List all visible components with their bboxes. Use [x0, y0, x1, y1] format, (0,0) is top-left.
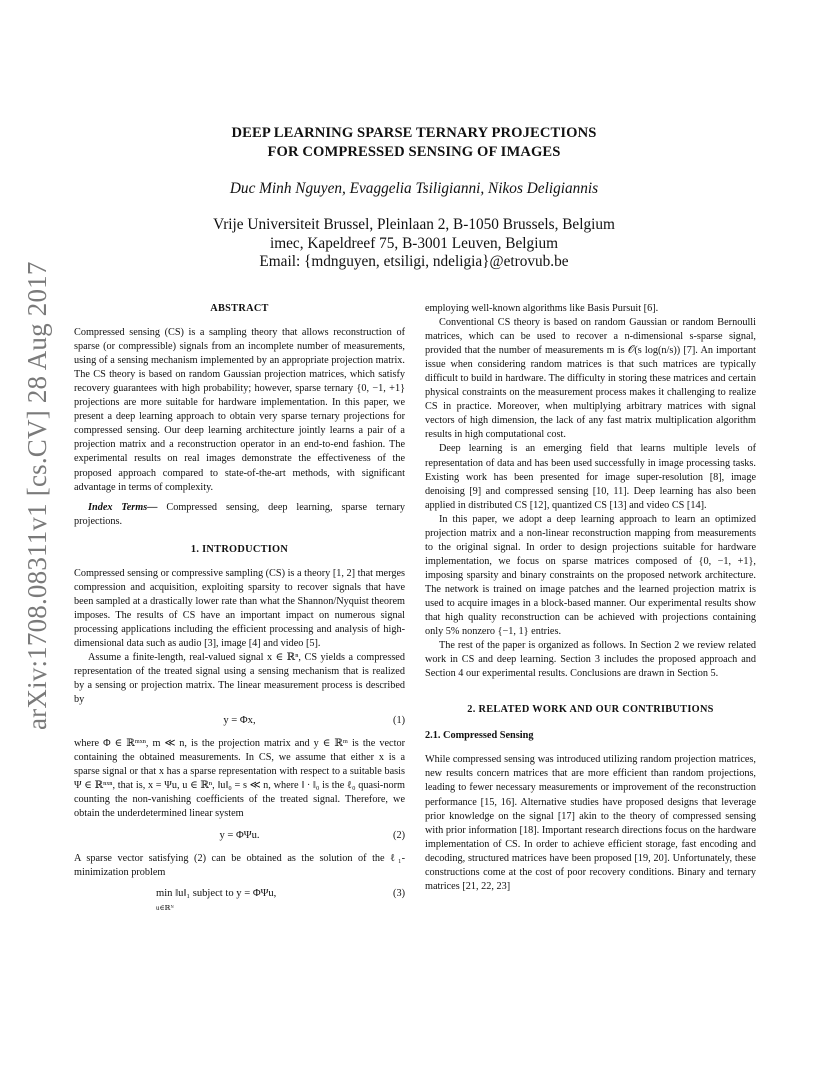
- equation-3: [74, 880, 405, 910]
- equation-1-number: (1): [393, 715, 405, 727]
- right-paragraph-4: In this paper, we adopt a deep learning approach to learn an optimized projection matrix and a non-linear reconstruction mapping from measurements to the original signal. In order to design projections suitable for hardware implementation, we focus on sparse matrices composed of {0, −1, +1}, imposing sparsity and binary constraints on the proposed network architecture. The network is trained on image patches and the learned projection matrix is used to acquire images in a block-based manner. Our experimental results show that high quality reconstruction can be achieved with projections containing only 5% nonzero {−1, 1} entries.: [425, 513, 756, 638]
- compressed-sensing-subheading: 2.1. Compressed Sensing: [425, 730, 534, 742]
- author-list: Duc Minh Nguyen, Evaggelia Tsiligianni, Nikos Deligiannis: [229, 180, 599, 197]
- intro-paragraph-2: Assume a finite-length, real-valued signal x ∈ ℝⁿ, CS yields a compressed representation of the treated signal using a sensing mechanism that is realized by a sensing or projection matrix. The linear measurement process is described by: [74, 652, 405, 706]
- related-work-heading: 2. RELATED WORK AND OUR CONTRIBUTIONS: [467, 704, 714, 716]
- title-line-1: DEEP LEARNING SPARSE TERNARY PROJECTIONS: [231, 125, 597, 141]
- paper-title: [150, 124, 678, 162]
- affiliation-line-2: imec, Kapeldreef 75, B-3001 Leuven, Belgium: [269, 234, 558, 252]
- left-column: [74, 302, 405, 910]
- intro-paragraph-1: Compressed sensing or compressive sampling (CS) is a theory [1, 2] that merges compression and acquisition, exploiting sparsity to recover signals that have been sampled at a drastically lower rate than what the Shannon/Nyquist theorem imposes. The results of CS have an important impact on numerous signal processing applications including the efficient processing and analysis of high-dimensional data such as audio [3], image [4] and video [5].: [74, 567, 405, 649]
- index-terms: [74, 501, 405, 529]
- title-line-2: FOR COMPRESSED SENSING OF IMAGES: [267, 144, 561, 160]
- equation-3-expression: min ‖u‖₁ subject to y = ΦΨu,: [156, 887, 277, 899]
- right-paragraph-3: Deep learning is an emerging field that learns multiple levels of representation of data and has been used successfully in image processing tasks. Existing work has been presented for image super-resolution [8], image denoising [9] and compressed sensing [10, 11]. Deep learning has also been applied in distributed CS [12], quantized CS [13] and video CS [14].: [425, 443, 756, 511]
- related-work-paragraph: While compressed sensing was introduced utilizing random projection matrices, new results concern matrices that are more efficient than random projections, leading to fewer necessary measurements or improvement of the reconstruction performance [15, 16]. Alternative studies have proposed designs that leverage prior knowledge on the signal [17] akin to the theory of compressed sensing with prior information [18]. Important research directions focus on the hardware implementation of CS. In order to achieve efficient storage, fast encoding and decoding, structured matrices have been proposed [19, 20]. Unfortunately, these constructions come at the cost of poor recovery conditions. Binary and ternary matrices [21, 22, 23]: [425, 754, 756, 892]
- index-terms-text: Compressed sensing, deep learning, sparse ternary projections.: [74, 501, 405, 527]
- right-paragraph-1: employing well-known algorithms like Basis Pursuit [6].: [425, 303, 659, 314]
- equation-1-expression: y = Φx,: [223, 715, 256, 727]
- intro-paragraph-4: A sparse vector satisfying (2) can be obtained as the solution of the ℓ₁-minimization problem: [74, 852, 405, 878]
- right-column: [425, 302, 756, 894]
- right-paragraph-5: The rest of the paper is organized as follows. In Section 2 we review related work in CS and deep learning. Section 3 includes the proposed approach and Section 4 our experimental results. Conclusions are drawn in Section 5.: [425, 640, 756, 680]
- intro-paragraph-3: where Φ ∈ ℝᵐˣⁿ, m ≪ n, is the projection matrix and y ∈ ℝᵐ is the vector containing the obtained measurements. In CS, we assume that either x is a sparse signal or that x has a sparse representation with respect to a suitable basis Ψ ∈ ℝⁿˣⁿ, that is, x = Ψu, u ∈ ℝⁿ, ‖u‖₀ = s ≪ n, where ‖ · ‖₀ is the ℓ₀ quasi-norm counting the non-vanishing coefficients of the treated signal. Therefore, we obtain the underdetermined linear system: [74, 738, 405, 820]
- equation-1: [74, 707, 405, 737]
- email-line: Email: {mdnguyen, etsiligi, ndeligia}@etrovub.be: [259, 253, 569, 270]
- arxiv-sidebar-identifier: arXiv:1708.08311v1 [cs.CV] 28 Aug 2017: [22, 261, 52, 730]
- equation-2-number: (2): [393, 829, 405, 841]
- equation-2: [74, 822, 405, 852]
- introduction-heading: 1. INTRODUCTION: [190, 543, 289, 555]
- affiliation-block: [120, 216, 708, 272]
- index-terms-label: Index Terms—: [88, 501, 158, 513]
- equation-2-expression: y = ΦΨu.: [219, 829, 260, 841]
- affiliation-line-1: Vrije Universiteit Brussel, Pleinlaan 2, B-1050 Brussels, Belgium: [213, 216, 615, 233]
- equation-3-subscript: u∈ℝᴺ: [156, 903, 174, 912]
- abstract-heading: ABSTRACT: [210, 303, 269, 314]
- right-paragraph-2: Conventional CS theory is based on random Gaussian or random Bernoulli matrices, which can be used to recover a n-dimensional s-sparse signal, provided that the number of measurements m is 𝒪(s log(n/s)) [7]. An important issue when considering random matrices is that such matrices are typically difficult to build in hardware. The difficulty in storing these matrices and certain physical constraints on the measurement process makes it challenging to realize CS in practice. Moreover, when multiplying arbitrary matrices with signal vectors of high dimension, the lack of any fast matrix multiplication algorithm results in high computational cost.: [425, 317, 756, 441]
- abstract-body: Compressed sensing (CS) is a sampling theory that allows reconstruction of sparse (or compressible) signals from an incomplete number of measurements, using of a sensing mechanism implemented by an appropriate projection matrix. The CS theory is based on random Gaussian projection matrices, which satisfy recovery guarantees with high probability; however, sparse ternary {0, −1, +1} projections are more suitable for hardware implementation. In this paper, we present a deep learning approach to obtain very sparse ternary projections for compressed sensing. Our deep learning architecture jointly learns a pair of a projection matrix and a reconstruction operator in an end-to-end fashion. The experimental results on real images demonstrate the effectiveness of the proposed approach compared to state-of-the-art methods, with significant advantage in terms of complexity.: [74, 327, 405, 493]
- equation-3-number: (3): [393, 887, 405, 899]
